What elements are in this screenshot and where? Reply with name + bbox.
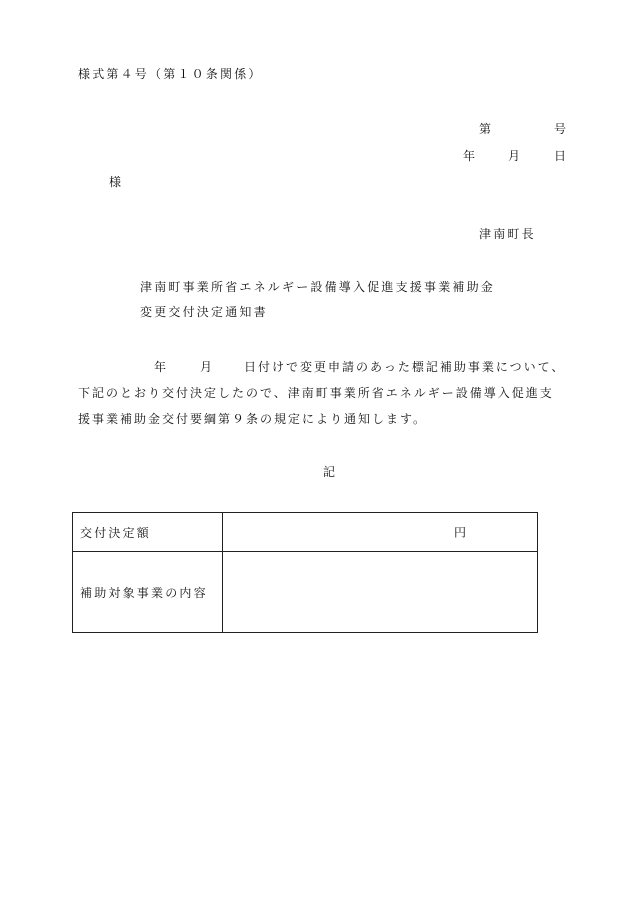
addressee-suffix: 様	[109, 175, 124, 189]
body-date-month: 月	[200, 360, 215, 374]
table-row-amount	[73, 513, 538, 552]
form-header: 様式第４号（第１０条関係）	[78, 67, 263, 81]
amount-label: 交付決定額	[73, 513, 223, 552]
body-paragraph	[78, 354, 598, 432]
body-line-1	[78, 354, 598, 380]
body-date-year: 年	[154, 360, 169, 374]
body-line-2: 下記のとおり交付決定したので、津南町事業所省エネルギー設備導入促進支	[78, 386, 554, 400]
body-line-1-rest: 日付けで変更申請のあった標記補助事業について、	[244, 360, 566, 374]
amount-value-cell	[223, 513, 538, 552]
contents-label: 補助対象事業の内容	[73, 552, 223, 633]
date-month-label: 月	[508, 149, 523, 163]
document-number-suffix: 号	[554, 122, 569, 136]
document-title-line1: 津南町事業所省エネルギー設備導入促進支援事業補助金	[140, 280, 496, 294]
ki-heading: 記	[323, 465, 338, 479]
date-day-label: 日	[554, 149, 569, 163]
issuer-name: 津南町長	[479, 227, 536, 241]
document-title-line2: 変更交付決定通知書	[140, 305, 268, 319]
date-year-label: 年	[463, 149, 478, 163]
yen-unit: 円	[454, 525, 469, 540]
table-row-contents	[73, 552, 538, 633]
document-number-prefix: 第	[479, 122, 494, 136]
contents-value-cell	[223, 552, 538, 633]
subsidy-table	[72, 512, 538, 633]
body-line-3: 援事業補助金交付要綱第９条の規定により通知します。	[78, 412, 428, 426]
